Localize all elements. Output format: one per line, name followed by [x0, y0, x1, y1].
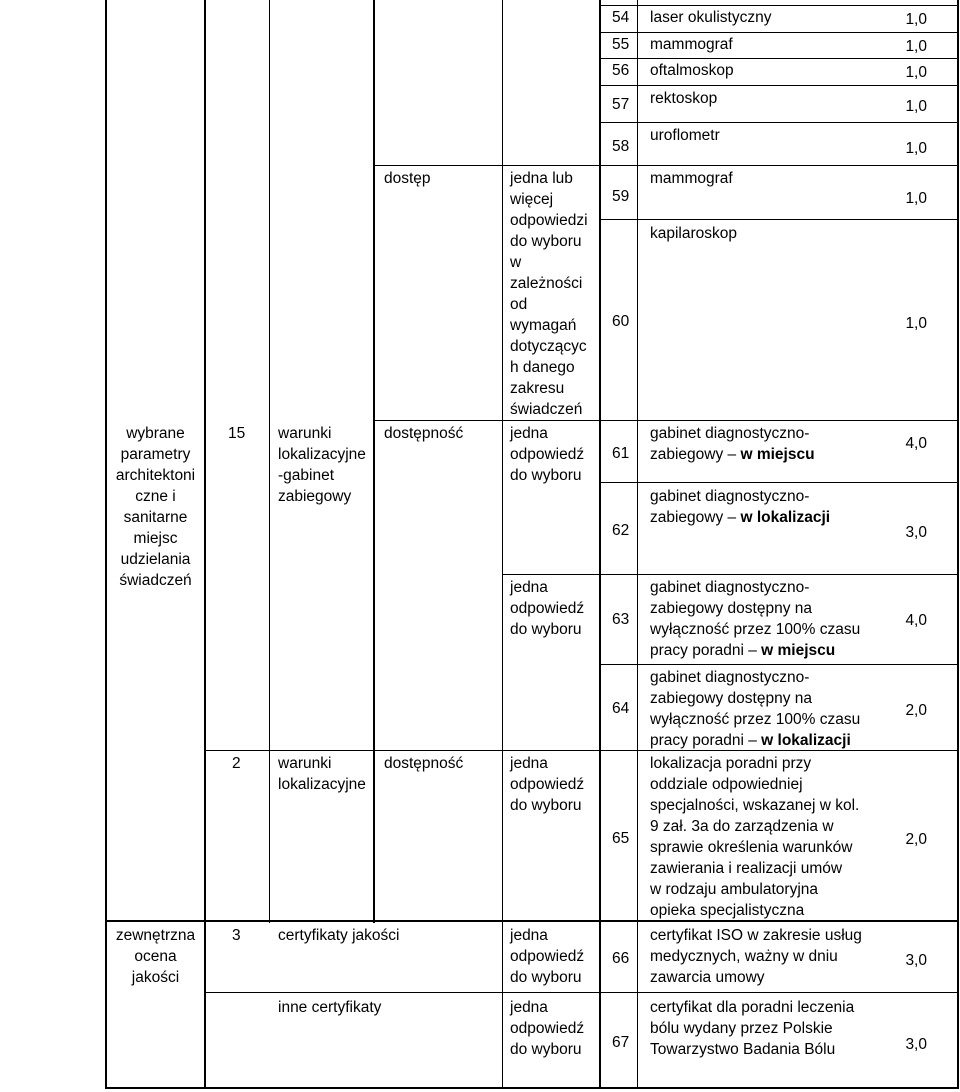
row-number: 59	[612, 188, 630, 205]
dostep-label: dostęp	[384, 170, 431, 187]
criterion-text-line: bólu wydany przez Polskie	[650, 1020, 833, 1037]
dostepnosc-label: dostępność	[384, 425, 464, 442]
grid-line	[601, 664, 957, 665]
grid-line	[375, 420, 601, 421]
grid-line	[502, 0, 503, 1089]
points-value: 3,0	[905, 524, 927, 541]
section-label-line: świadczeń	[119, 572, 192, 589]
grid-line	[601, 482, 957, 483]
points-value: 1,0	[905, 190, 927, 207]
points-value: 1,0	[905, 38, 927, 55]
criterion-text-line: medycznych, ważny w dniu	[650, 948, 838, 965]
criterion-emphasis: w lokalizacji	[761, 732, 851, 749]
answer-line: do wyboru	[510, 1041, 582, 1058]
criterion-text	[650, 816, 834, 837]
group-title-line: -gabinet	[278, 467, 335, 484]
row-number: 63	[612, 611, 630, 628]
criterion-text-line: zabiegowy –	[650, 446, 737, 463]
points-value: 1,0	[905, 64, 927, 81]
answer-line: do wyboru	[510, 233, 582, 250]
answer-line: do wyboru	[510, 797, 582, 814]
answer-line: jedna	[510, 425, 548, 442]
answer-line: dotyczącyc	[510, 338, 587, 355]
criterion-text	[650, 688, 812, 709]
group-title-line: warunki	[278, 755, 332, 772]
row-number: 54	[612, 9, 630, 26]
criterion-text-line: uroflometr	[650, 127, 720, 144]
points-value: 1,0	[905, 315, 927, 332]
grid-line	[637, 0, 638, 1089]
criterion-text-line: oftalmoskop	[650, 62, 734, 79]
criterion-text-line: gabinet diagnostyczno-	[650, 579, 810, 596]
points-value: 1,0	[905, 98, 927, 115]
criterion-text	[650, 444, 815, 465]
criterion-text-line: mammograf	[650, 170, 733, 187]
criterion-text	[650, 34, 733, 55]
criterion-text	[650, 967, 765, 988]
answer-line: odpowiedź	[510, 776, 585, 793]
row-number: 60	[612, 313, 630, 330]
grid-line	[503, 574, 957, 575]
criterion-text-line: gabinet diagnostyczno-	[650, 425, 810, 442]
section-label-line: sanitarne	[123, 509, 188, 526]
grid-line	[375, 165, 601, 166]
grid-line	[601, 420, 957, 421]
criterion-text-line: gabinet diagnostyczno-	[650, 488, 810, 505]
criterion-text-line: zabiegowy dostępny na	[650, 600, 813, 617]
row-number: 56	[612, 62, 630, 79]
criterion-text-line: zawarcia umowy	[650, 969, 765, 986]
criterion-text	[650, 125, 720, 146]
answer-line: jedna lub	[510, 170, 573, 187]
criterion-text	[650, 730, 851, 751]
criterion-text-line: mammograf	[650, 36, 733, 53]
criterion-text-line: zabiegowy –	[650, 509, 737, 526]
section-label-line: udzielania	[120, 551, 191, 568]
criterion-text	[650, 640, 835, 661]
row-number: 64	[612, 700, 630, 717]
points-value: 4,0	[905, 435, 927, 452]
criterion-text	[650, 946, 838, 967]
criterion-text	[650, 1018, 833, 1039]
section-label-line: miejsc	[133, 530, 178, 547]
row-number: 67	[612, 1034, 630, 1051]
row-number: 66	[612, 950, 630, 967]
criterion-text	[650, 88, 717, 109]
row-number: 57	[612, 96, 630, 113]
grid-line	[601, 5, 957, 6]
answer-line: wymagań	[510, 317, 577, 334]
criterion-text-line: w rodzaju ambulatoryjna	[650, 881, 819, 898]
criterion-text	[650, 1039, 835, 1060]
group-title-line: zabiegowy	[278, 488, 352, 505]
criterion-text	[650, 619, 860, 640]
criterion-text-line: pracy poradni –	[650, 732, 757, 749]
criterion-text	[650, 667, 809, 688]
row-number: 58	[612, 138, 630, 155]
criterion-text	[650, 997, 854, 1018]
grid-line	[373, 0, 375, 923]
section-label-line: zewnętrzna	[115, 927, 196, 944]
criterion-text	[650, 709, 860, 730]
answer-line: jedna	[510, 579, 548, 596]
grid-line	[206, 992, 957, 993]
answer-line: zakresu	[510, 380, 565, 397]
grid-line	[204, 0, 206, 1089]
grid-line	[601, 58, 957, 59]
answer-line: do wyboru	[510, 969, 582, 986]
row-number: 62	[612, 522, 630, 539]
criterion-text-line: sprawie określenia warunków	[650, 839, 853, 856]
criterion-text	[650, 507, 830, 528]
row-number: 15	[228, 425, 246, 442]
criterion-text-line: kapilaroskop	[650, 225, 738, 242]
answer-line: od	[510, 296, 528, 313]
grid-line	[601, 165, 957, 166]
criterion-text	[650, 168, 733, 189]
criterion-text-line: 9 zał. 3a do zarządzenia w	[650, 818, 834, 835]
other-certificates-title: inne certyfikaty	[278, 999, 382, 1016]
answer-line: odpowiedź	[510, 600, 585, 617]
row-number: 61	[612, 445, 630, 462]
points-value: 2,0	[905, 831, 927, 848]
criterion-text-line: pracy poradni –	[650, 642, 757, 659]
answer-line: więcej	[510, 191, 554, 208]
criterion-text	[650, 223, 737, 244]
criterion-text-line: laser okulistyczny	[650, 9, 772, 26]
answer-line: świadczeń	[510, 401, 583, 418]
criterion-text-line: certyfikat dla poradni leczenia	[650, 999, 855, 1016]
answer-line: odpowiedzi	[510, 212, 588, 229]
criterion-text	[650, 858, 842, 879]
group-title-line: lokalizacyjne	[278, 776, 366, 793]
answer-line: zależności	[510, 275, 583, 292]
group-title-line: warunki	[278, 425, 332, 442]
criterion-text	[650, 486, 809, 507]
criterion-text-line: opieka specjalistyczna	[650, 902, 805, 919]
criterion-text-line: zabiegowy dostępny na	[650, 690, 813, 707]
dostepnosc-label: dostępność	[384, 755, 464, 772]
section-label-line: ocena	[134, 948, 177, 965]
answer-line: h danego	[510, 359, 575, 376]
criterion-emphasis: w lokalizacji	[740, 509, 831, 526]
criterion-emphasis: w miejscu	[761, 642, 836, 659]
row-number: 2	[232, 755, 241, 772]
grid-line	[601, 219, 957, 220]
criterion-text-line: gabinet diagnostyczno-	[650, 669, 810, 686]
section-label-line: wybrane	[126, 425, 185, 442]
answer-line: do wyboru	[510, 467, 582, 484]
criterion-text	[650, 795, 859, 816]
grid-line	[599, 0, 601, 1089]
grid-line	[601, 32, 957, 33]
section-label-line: czne i	[135, 488, 176, 505]
answer-line: odpowiedź	[510, 446, 585, 463]
criterion-emphasis: w miejscu	[740, 446, 815, 463]
criterion-text	[650, 900, 804, 921]
criterion-text-line: oddziale odpowiedniej	[650, 776, 803, 793]
criterion-text	[650, 60, 734, 81]
criterion-text-line: Towarzystwo Badania Bólu	[650, 1041, 836, 1058]
criterion-text	[650, 577, 809, 598]
criterion-text-line: certyfikat ISO w zakresie usług	[650, 927, 862, 944]
criterion-text	[650, 7, 771, 28]
answer-line: w	[510, 254, 522, 271]
row-number: 3	[232, 927, 241, 944]
criterion-text-line: rektoskop	[650, 90, 718, 107]
criterion-text	[650, 423, 809, 444]
grid-line	[105, 1087, 959, 1089]
section-label-line: parametry	[120, 446, 191, 463]
criterion-text-line: wyłączność przez 100% czasu	[650, 621, 861, 638]
section-label-line: architektoni	[115, 467, 196, 484]
criterion-text	[650, 753, 811, 774]
criterion-text	[650, 774, 803, 795]
grid-line	[957, 0, 959, 1089]
grid-line	[601, 122, 957, 123]
grid-line	[269, 0, 270, 923]
criterion-text	[650, 598, 812, 619]
criterion-text	[650, 837, 852, 858]
criterion-text	[650, 879, 818, 900]
criterion-text	[650, 925, 862, 946]
answer-line: odpowiedź	[510, 1020, 585, 1037]
points-value: 3,0	[905, 952, 927, 969]
points-value: 1,0	[905, 140, 927, 157]
answer-line: jedna	[510, 999, 548, 1016]
grid-line	[601, 85, 957, 86]
points-value: 3,0	[905, 1036, 927, 1053]
criterion-text-line: specjalności, wskazanej w kol.	[650, 797, 860, 814]
points-value: 2,0	[905, 702, 927, 719]
certificates-title: certyfikaty jakości	[278, 927, 400, 944]
criterion-text-line: lokalizacja poradni przy	[650, 755, 812, 772]
answer-line: jedna	[510, 755, 548, 772]
points-value: 4,0	[905, 612, 927, 629]
row-number: 55	[612, 36, 630, 53]
points-value: 1,0	[905, 11, 927, 28]
answer-line: jedna	[510, 927, 548, 944]
answer-line: do wyboru	[510, 621, 582, 638]
row-number: 65	[612, 830, 630, 847]
answer-line: odpowiedź	[510, 948, 585, 965]
section-label-line: jakości	[131, 969, 180, 986]
grid-line	[107, 920, 957, 922]
criterion-text-line: wyłączność przez 100% czasu	[650, 711, 861, 728]
criterion-text-line: zawierania i realizacji umów	[650, 860, 843, 877]
group-title-line: lokalizacyjne	[278, 446, 366, 463]
